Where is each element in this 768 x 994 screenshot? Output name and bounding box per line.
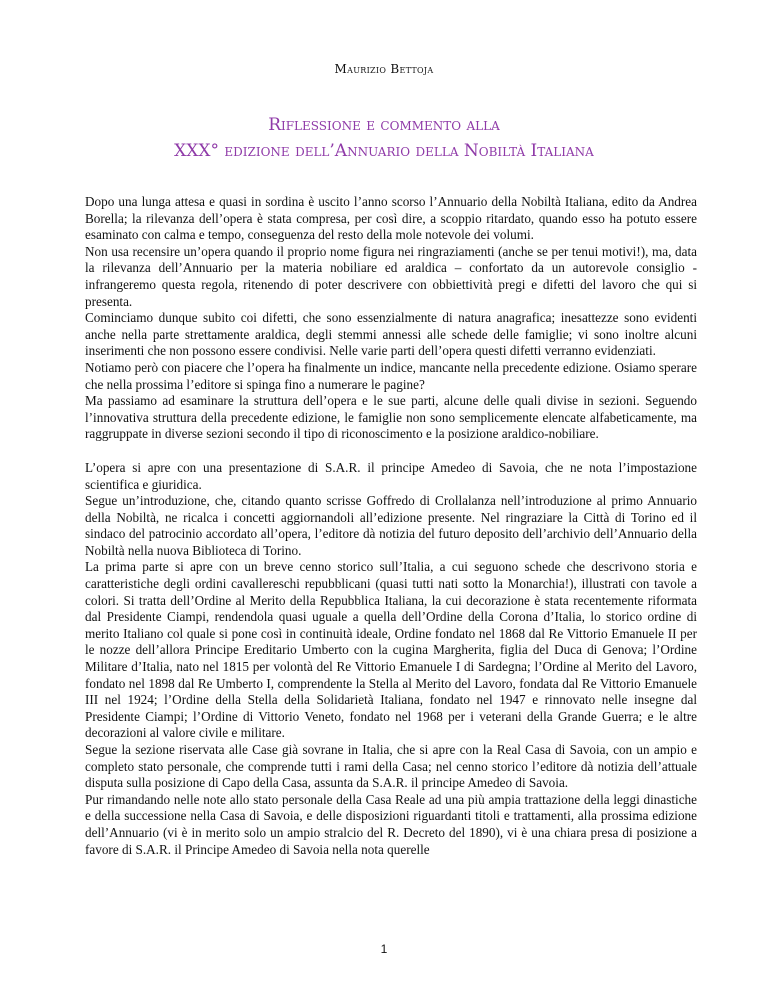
- paragraph: Segue la sezione riservata alle Case già sovrane in Italia, che si apre con la Real Casa di Savoia, con un ampio e completo stato personale, che comprende tutti i rami della Casa; nel cenno storico l’editore dà notizia dell’attuale disputa sulla posizione di Capo della Casa, assunta da S.A.R. il principe Amedeo di Savoia.: [85, 742, 697, 791]
- paragraph: Segue un’introduzione, che, citando quanto scrisse Goffredo di Crollalanza nell’introduzione al primo Annuario della Nobiltà, ne ricalca i concetti aggiornandoli all’edizione presente. Nel ringraziare la Città di Torino ed il sindaco del patrocinio accordato all’opera, l’editore dà notizia del futuro deposito dell’archivio dell’Annuario della Nobiltà nella nuova Biblioteca di Torino.: [85, 493, 697, 558]
- paragraph: Pur rimandando nelle note allo stato personale della Casa Reale ad una più ampia trattazione della leggi dinastiche e della successione nella Casa di Savoia, e delle disposizioni riguardanti titoli e trattamenti, alla prossima edizione dell’Annuario (vi è in merito solo un ampio stralcio del R. Decreto del 1890), vi è una chiara presa di posizione a favore di S.A.R. il Principe Amedeo di Savoia nella nota querelle: [85, 791, 697, 857]
- paragraph: Non usa recensire un’opera quando il proprio nome figura nei ringraziamenti (anche se per tenui motivi!), ma, data la rilevanza dell’Annuario per la materia nobiliare ed araldica – confortato da un autorevole consiglio - infrangeremo questa regola, ritenendo di poter descrivere con obbiettività pregi e difetti del lavoro che qui si presenta.: [85, 243, 697, 309]
- title-line-1: Riflessione e commento alla: [268, 115, 500, 135]
- author-name: Maurizio Bettoja: [334, 62, 434, 76]
- paragraph: L’opera si apre con una presentazione di S.A.R. il principe Amedeo di Savoia, che ne nota l’impostazione scientifica e giuridica.: [85, 459, 697, 492]
- paragraph: La prima parte si apre con un breve cenno storico sull’Italia, a cui seguono schede che descrivono storia e caratteristiche degli ordini cavallereschi repubblicani (quasi tutti nati sotto la Monarchia!), illustrati con tavole a colori. Si tratta dell’Ordine al Merito della Repubblica Italiana, la cui decorazione è stata recentemente riformata dal Presidente Ciampi, rendendola quasi uguale a quella dell’Ordine della Corona d’Italia, lo storico ordine di merito Italiano col quale si pone così in continuità ideale, Ordine fondato nel 1868 dal Re Vittorio Emanuele II per le nozze dell’allora Principe Ereditario Umberto con la cugina Margherita, figlia del Duca di Genova; l’Ordine Militare d’Italia, nato nel 1815 per volontà del Re Vittorio Emanuele I di Sardegna; l’Ordine al Merito del Lavoro, fondato nel 1898 dal Re Umberto I, comprendente la Stella al Merito del Lavoro, fondata dal Re Vittorio Emanuele III nel 1924; l’Ordine della Stella della Solidarietà Italiana, fondato nel 1947 e rinnovato nelle insegne dal Presidente Ciampi; l’Ordine di Vittorio Veneto, fondato nel 1968 per i veterani della Grande Guerra; e le altre decorazioni al valore civile e militare.: [85, 559, 697, 741]
- paragraph: Ma passiamo ad esaminare la struttura dell’opera e le sue parti, alcune delle quali divise in sezioni. Seguendo l’innovativa struttura della precedente edizione, le famiglie non sono semplicemente elencate alfabeticamente, ma raggruppate in diverse sezioni secondo il tipo di riconoscimento e la posizione araldico-nobiliare.: [85, 393, 697, 442]
- paragraph: Cominciamo dunque subito coi difetti, che sono essenzialmente di natura anagrafica; inesattezze sono evidenti anche nella parte strettamente araldica, degli stemmi annessi alle schede delle famiglie; vi sono inoltre alcuni inserimenti che non possono essere condivisi. Nelle varie parti dell’opera questi difetti verranno evidenziati.: [85, 310, 697, 359]
- document-title: [0, 112, 768, 164]
- paragraph-gap: [85, 443, 697, 460]
- page-number: 1: [380, 942, 388, 956]
- paragraph: Notiamo però con piacere che l’opera ha finalmente un indice, mancante nella precedente edizione. Osiamo sperare che nella prossima l’editore si spinga fino a numerare le pagine?: [85, 359, 697, 392]
- body-text: [85, 194, 697, 858]
- paragraph: Dopo una lunga attesa e quasi in sordina è uscito l’anno scorso l’Annuario della Nobiltà Italiana, edito da Andrea Borella; la rilevanza dell’opera è stata compresa, per così dire, a scoppio ritardato, quando esso ha potuto essere esaminato con calma e tempo, conseguenza del resto della mole notevole dei volumi.: [85, 194, 697, 243]
- title-line-2: XXX° edizione dell’Annuario della Nobiltà Italiana: [174, 141, 594, 161]
